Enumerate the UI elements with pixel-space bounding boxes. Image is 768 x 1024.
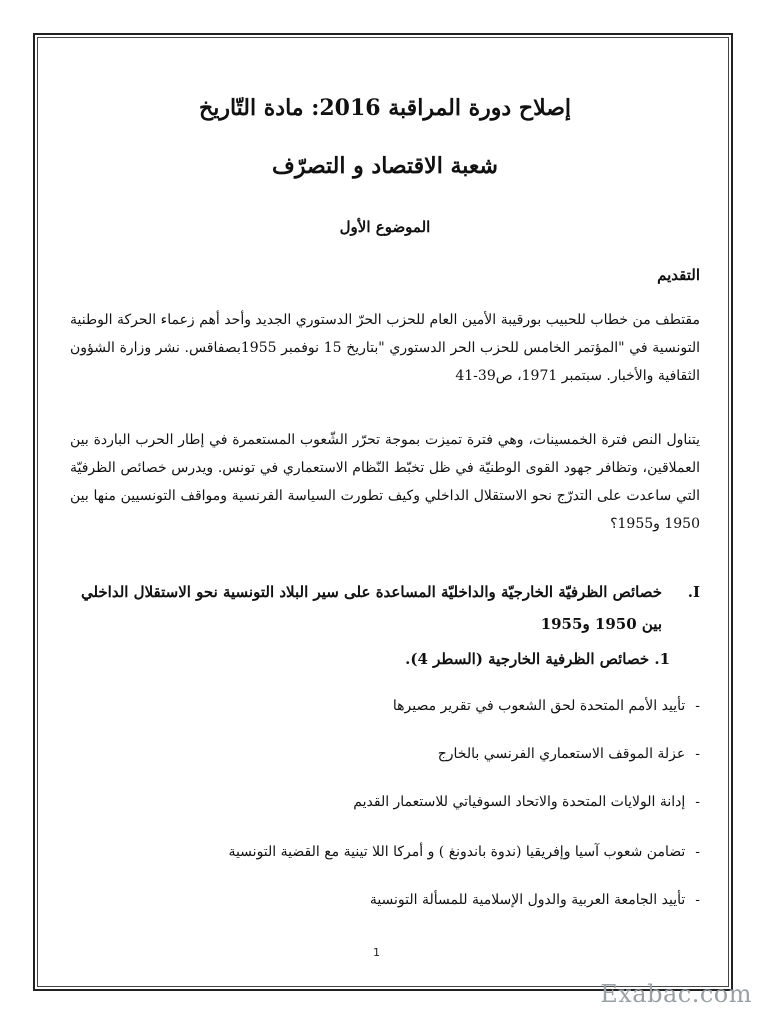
document-subtitle: شعبة الاقتصاد و التصرّف — [272, 153, 498, 179]
document-title: إصلاح دورة المراقبة 2016: مادة التّاريخ — [199, 95, 571, 121]
bullet-marker: - — [695, 892, 700, 908]
bullet-marker: - — [695, 746, 700, 762]
watermark: Exabac.com — [600, 980, 752, 1008]
intro-heading: التقديم — [657, 266, 700, 284]
section-heading — [70, 576, 700, 640]
section-heading-text: خصائص الظرفيّة الخارجيّة والداخليّة المساعدة على سير البلاد التونسية نحو الاستقلال الداخلي بين 1950 و1955 — [80, 583, 662, 633]
list-item — [438, 746, 700, 762]
list-item — [228, 844, 700, 860]
list-item-text: تأييد الأمم المتحدة لحق الشعوب في تقرير مصيرها — [392, 698, 686, 714]
list-item — [393, 698, 700, 714]
list-item-text: تضامن شعوب آسيا وإفريقيا (ندوة باندونغ ) و أمركا اللا تينية مع القضية التونسية — [228, 844, 686, 860]
list-item — [353, 794, 700, 810]
section-number: I. — [687, 583, 700, 601]
bullet-marker: - — [695, 844, 700, 860]
page-number: 1 — [373, 946, 380, 959]
subject-label: الموضوع الأول — [339, 218, 431, 236]
list-item-text: تأييد الجامعة العربية والدول الإسلامية للمسألة التونسية — [369, 892, 686, 908]
context-paragraph: يتناول النص فترة الخمسينات، وهي فترة تميزت بموجة تحرّر الشّعوب المستعمرة في إطار الحرب الباردة بين العملاقين، وتظافر جهود القوى الوطنيّة في ظل تخبّط النّظام الاستعماري في تونس. ويدرس خصائص الظرفيّة التي ساعدت على التدرّج نحو الاستقلال الداخلي وكيف تطورت السياسة الفرنسية ومواقف التونسيين منها بين 1950 و1955؟ — [70, 432, 700, 532]
subsection-heading: 1. خصائص الظرفية الخارجية (السطر 4). — [405, 650, 670, 668]
intro-paragraph: مقتطف من خطاب للحبيب بورقيبة الأمين العام للحزب الحرّ الدستوري الجديد وأحد أهم زعماء الحركة الوطنية التونسية في "المؤتمر الخامس للحزب الحر الدستوري "بتاريخ 15 نوفمبر 1955بصفاقس. نشر وزارة الشؤون الثقافية والأخبار. سبتمبر 1971، ص39-41 — [70, 312, 701, 384]
bullet-marker: - — [695, 698, 700, 714]
list-item — [370, 892, 700, 908]
bullet-marker: - — [695, 794, 700, 810]
list-item-text: إدانة الولايات المتحدة والاتحاد السوفياتي للاستعمار القديم — [353, 794, 686, 810]
list-item-text: عزلة الموقف الاستعماري الفرنسي بالخارج — [437, 746, 686, 762]
